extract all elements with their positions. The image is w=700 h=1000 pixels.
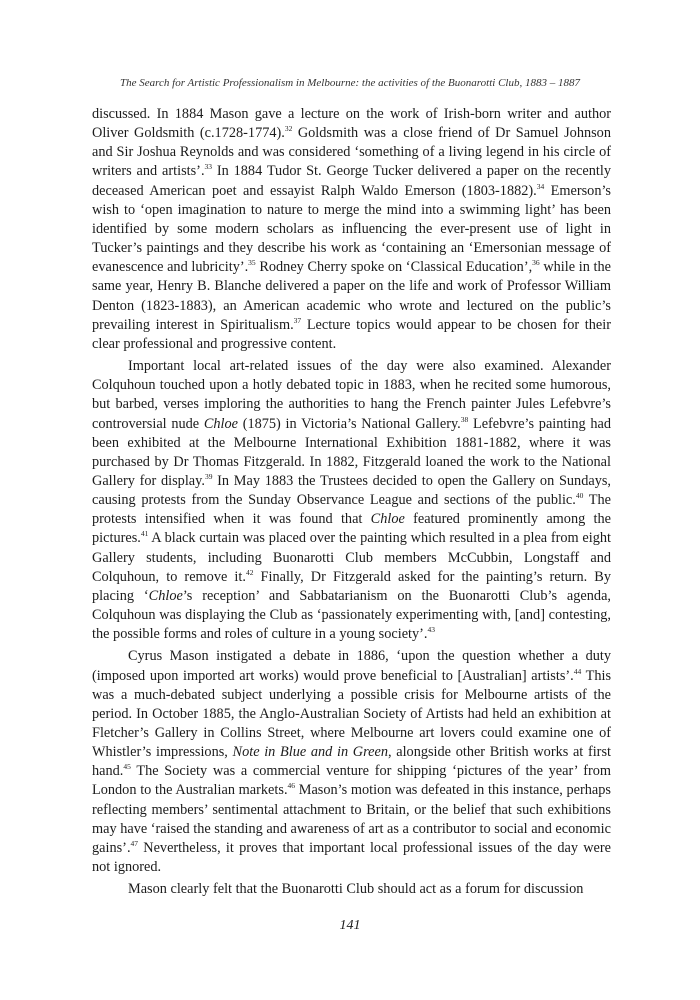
text-run: A black curtain was placed over the painting which resulted in a plea from eight Gallery students, including Buonarotti Club members McCubbin, Longstaff and Colquhoun, to remove it. <box>92 530 611 585</box>
italic-title: Note in Blue and in Green <box>232 744 388 761</box>
italic-title: Chloe <box>148 587 183 604</box>
text-run: In 1884 Tudor St. George Tucker delivered a paper on the recently deceased American poet and essayist Ralph Waldo Emerson (1803-1882). <box>92 163 611 199</box>
text-run: The Society was a commercial venture for shipping ‘pictures of the year’ from London to the Australian markets. <box>92 763 611 799</box>
running-header: The Search for Artistic Professionalism in Melbourne: the activities of the Buonarotti Club, 1883 – 1887 <box>120 77 580 89</box>
text-run: Mason’s motion was defeated in this instance, perhaps reflecting members’ sentimental attachment to Britain, or the belief that such exhibitions may have ‘raised the standing and awareness of art as a contributor to social and economic gains’. <box>92 782 611 856</box>
text-run: Emerson’s wish to ‘open imagination to nature to merge the mind into a swimming light’ has been identified by some modern scholars as influencing the ever-present use of light in Tucker’s paintings and they describe his work as ‘containing an ‘Emersonian message of evanescence and lubricity’. <box>92 182 611 276</box>
footnote-ref: 43 <box>427 625 436 635</box>
text-run: featured prominently among the pictures. <box>92 511 611 547</box>
footnote-ref: 38 <box>460 414 469 424</box>
footnote-ref: 47 <box>130 838 139 848</box>
text-run: Rodney Cherry spoke on ‘Classical Education’, <box>255 259 533 276</box>
text-run: Important local art-related issues of the day were also examined. Alexander Colquhoun touched upon a hotly debated topic in 1883, when he recited some humorous, but barbed, verses imploring the authorities to hang the French painter Jules Lefebvre’s controversial nude <box>92 358 611 432</box>
text-run: , alongside other British works at first hand. <box>92 744 611 780</box>
body-text <box>92 105 611 902</box>
text-run: This was a much-debated subject underlying a possible crisis for Melbourne artists of the period. In October 1885, the Anglo-Australian Society of Artists had held an exhibition at Fletcher’s Gallery in Collins Street, where Melbourne art lovers could examine one of Whistler’s impressions, <box>92 667 612 761</box>
text-run: Lefebvre’s painting had been exhibited at the Melbourne International Exhibition 1881-1882, where it was purchased by Dr Thomas Fitzgerald. In 1882, Fitzgerald loaned the work to the National Gallery for display. <box>92 415 611 489</box>
text-run: Lecture topics would appear to be chosen for their clear professional and progressive content. <box>92 316 611 352</box>
text-run: discussed. In 1884 Mason gave a lecture on the work of Irish-born writer and author Oliver Goldsmith (c.1728-1774). <box>92 106 611 142</box>
footnote-ref: 44 <box>573 666 582 676</box>
page-number: 141 <box>339 918 361 933</box>
text-run: ’s reception’ and Sabbatarianism on the Buonarotti Club’s agenda, Colquhoun was displaying the Club as ‘passionately experimenting with, [and] contesting, the possible forms and roles of culture in a young society’. <box>92 587 611 643</box>
footnote-ref: 42 <box>245 567 254 577</box>
text-run: (1875) in Victoria’s National Gallery. <box>238 415 461 432</box>
footnote-ref: 41 <box>140 529 149 539</box>
footnote-ref: 36 <box>532 258 540 268</box>
paragraph-1 <box>92 105 611 354</box>
text-run: Nevertheless, it proves that important local professional issues of the day were not ignored. <box>92 839 611 876</box>
paragraph-4 <box>92 880 611 899</box>
text-run: Finally, Dr Fitzgerald asked for the painting’s return. By placing ‘ <box>92 568 611 604</box>
text-run: In May 1883 the Trustees decided to open the Gallery on Sundays, causing protests from the Sunday Observance League and sections of the public. <box>92 472 611 509</box>
italic-title: Chloe <box>370 511 405 528</box>
paragraph-2 <box>92 357 611 644</box>
footnote-ref: 33 <box>204 162 213 172</box>
italic-title: Chloe <box>203 415 238 432</box>
text-run: The protests intensified when it was found that <box>92 492 612 528</box>
footnote-ref: 34 <box>536 181 545 191</box>
text-run: Cyrus Mason instigated a debate in 1886, ‘upon the question whether a duty (imposed upon imported art works) would prove beneficial to [Australian] artists’. <box>92 648 611 684</box>
footnote-ref: 46 <box>287 781 296 791</box>
text-run: while in the same year, Henry B. Blanche delivered a paper on the life and work of Professor William Denton (1823-1883), an American academic who wrote and lectured on the public’s prevailing interest in Spiritualism. <box>92 259 611 333</box>
footnote-ref: 35 <box>248 258 256 268</box>
footnote-ref: 40 <box>575 491 584 501</box>
footnote-ref: 32 <box>284 124 293 134</box>
footnote-ref: 45 <box>123 762 131 772</box>
text-run: Goldsmith was a close friend of Dr Samuel Johnson and Sir Joshua Reynolds and was considered ‘something of a living legend in his circle of writers and artists’. <box>92 125 611 180</box>
paragraph-3 <box>92 647 611 877</box>
footnote-ref: 37 <box>293 315 302 325</box>
footnote-ref: 39 <box>204 471 213 481</box>
text-run: Mason clearly felt that the Buonarotti Club should act as a forum for discussion <box>128 881 584 898</box>
